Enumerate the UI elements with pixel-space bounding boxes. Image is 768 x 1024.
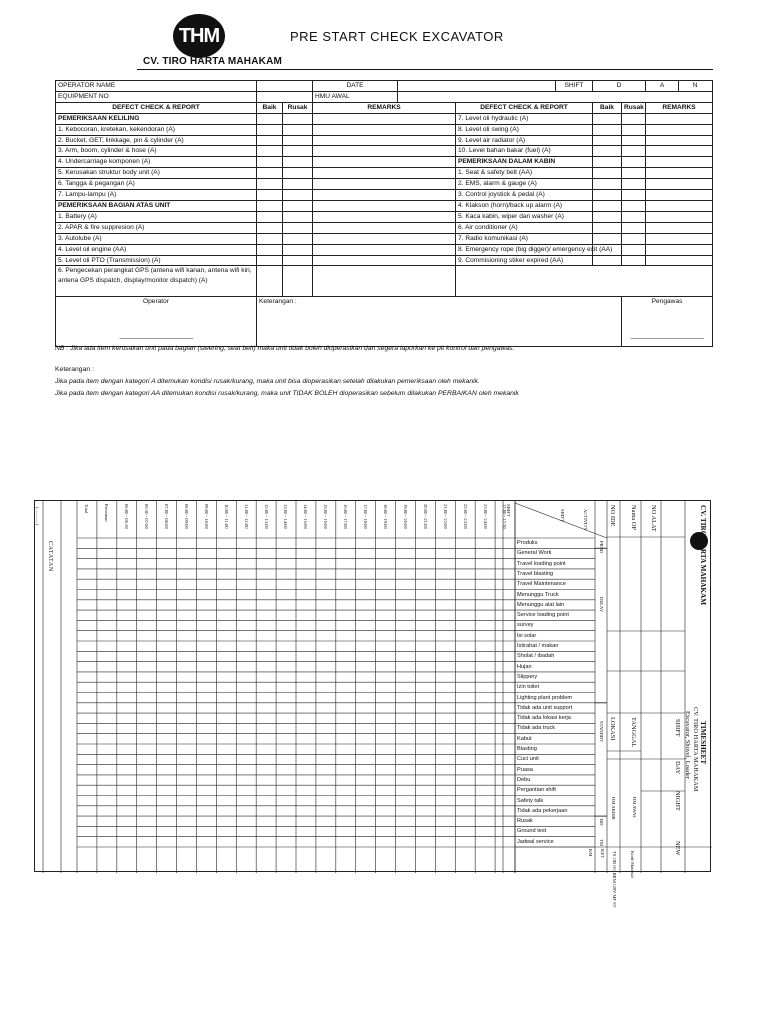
no-ide-label: NO IDE bbox=[609, 505, 616, 527]
hour-header: 23:00 - 24:00 bbox=[482, 504, 488, 529]
rusak-cell-right[interactable] bbox=[622, 190, 646, 201]
remarks-cell-right[interactable] bbox=[646, 222, 713, 233]
hmu-awal-field[interactable] bbox=[398, 91, 713, 102]
hour-header: 17:00 - 18:00 bbox=[363, 504, 369, 529]
baik-cell-left[interactable] bbox=[257, 146, 283, 157]
baik-cell-right[interactable] bbox=[593, 113, 622, 124]
hour-header: 19:00 - 20:00 bbox=[402, 504, 408, 529]
activity-label: Menunggu Truck bbox=[517, 591, 559, 598]
remarks-cell-right[interactable] bbox=[646, 168, 713, 179]
rusak-cell-right[interactable] bbox=[622, 113, 646, 124]
activity-label: Istirahat / makan bbox=[517, 643, 559, 649]
logo-text: THM bbox=[178, 24, 220, 47]
operator-name-field[interactable] bbox=[257, 81, 313, 92]
shift-label: SHIFT bbox=[674, 719, 681, 737]
shift-label: SHIFT bbox=[556, 81, 593, 92]
baik-cell-right[interactable] bbox=[593, 146, 622, 157]
section-heading: PEMERIKSAAN KELILING bbox=[56, 113, 257, 124]
baik-cell-right[interactable] bbox=[593, 255, 622, 266]
activity-label: Kabut bbox=[517, 735, 532, 742]
rusak-cell-left[interactable] bbox=[283, 124, 313, 135]
keterangan-aa: Jika pada item dengan kategori AA ditemukan kondisi rusak/kurang, maka unit TIDAK BOLEH dioperasikan sebelum dilakukan PERBAIKAN oleh mekanik bbox=[55, 390, 519, 397]
remarks-cell-right[interactable] bbox=[646, 233, 713, 244]
activity-label: Menunggu alat lain bbox=[517, 601, 565, 608]
hour-header: 17:00 - 17:30 bbox=[502, 504, 508, 529]
rusak-cell-right[interactable] bbox=[622, 124, 646, 135]
baik-cell-right[interactable] bbox=[593, 211, 622, 222]
activity-label: Lighting plant problem bbox=[517, 694, 573, 701]
date-label: DATE bbox=[313, 81, 398, 92]
hour-header: 12:00 - 13:00 bbox=[263, 504, 269, 529]
rusak-cell-left[interactable] bbox=[283, 222, 313, 233]
shift-an-options[interactable] bbox=[646, 81, 713, 92]
remarks-cell-left[interactable] bbox=[313, 222, 456, 233]
rusak-cell-left[interactable] bbox=[283, 135, 313, 146]
baik-cell-right[interactable] bbox=[593, 135, 622, 146]
remarks-cell-right[interactable] bbox=[646, 135, 713, 146]
remarks-cell-left[interactable] bbox=[313, 211, 456, 222]
activity-label: Safety talk bbox=[517, 797, 544, 804]
activity-label: Travel loading point bbox=[517, 560, 566, 567]
activity-label: Ground test bbox=[517, 828, 547, 835]
activity-label: Rusak bbox=[517, 818, 533, 825]
check-item-right: 7. Level oli hydraulic (A) bbox=[456, 113, 593, 124]
rusak-cell-right[interactable] bbox=[622, 255, 646, 266]
activity-label: Sholat / ibadah bbox=[517, 653, 555, 660]
hour-header: 14:00 - 15:00 bbox=[303, 504, 309, 529]
remarks-cell-left[interactable] bbox=[313, 200, 456, 211]
defect-header-right: DEFECT CHECK & REPORT bbox=[456, 102, 593, 113]
hour-header: 10:00 - 11:00 bbox=[223, 504, 229, 529]
material-codes: TS OB OC BRM GRV MF ST bbox=[612, 851, 617, 908]
activity-label: Pergantian shift bbox=[517, 787, 556, 794]
activity-label: Tidak ada truck bbox=[517, 725, 556, 732]
baik-cell-left[interactable] bbox=[257, 233, 283, 244]
delay-category: DELAY bbox=[599, 597, 604, 613]
activity-label: Hujan bbox=[517, 663, 532, 670]
check-item-right: 8. Level oli swing (A) bbox=[456, 124, 593, 135]
activity-label: Travel Maintenance bbox=[517, 581, 566, 588]
check-item-left: 4. Level oil engine (AA) bbox=[56, 244, 257, 255]
activity-label: Cuci unit bbox=[517, 756, 539, 763]
company-name: CV. TIRO HARTA MAHAKAM bbox=[143, 56, 283, 67]
remarks-cell-left[interactable] bbox=[313, 135, 456, 146]
activity-label: Izin toilet bbox=[517, 684, 540, 691]
hmu-awal-label: HMU AWAL bbox=[313, 91, 398, 102]
hour-header: 11:00 - 12:00 bbox=[243, 504, 249, 529]
hour-header: 22:00 - 23:00 bbox=[462, 504, 468, 529]
rusak-cell-left[interactable] bbox=[283, 146, 313, 157]
baik-cell-right[interactable] bbox=[593, 222, 622, 233]
check-item-left: 3. Arm, boom, cylinder & hose (A) bbox=[56, 146, 257, 157]
timesheet-company: CV. TIRO HARTA MAHAKAM bbox=[699, 505, 707, 605]
rusak-cell-right[interactable] bbox=[622, 211, 646, 222]
company-logo bbox=[173, 14, 225, 58]
activity-label: Tidak ada unit support bbox=[517, 704, 573, 711]
keterangan-box[interactable] bbox=[257, 297, 622, 347]
hour-header: 21:00 - 22:00 bbox=[442, 504, 448, 529]
rusak-header-right: Rusak bbox=[622, 102, 646, 113]
empty-right-cell bbox=[456, 266, 713, 297]
check-item-right: 1. Seat & safety belt (AA) bbox=[456, 168, 593, 179]
nb-note: NB : Jika ada item kerusakan unit pada bagian (steering, seat belt) maka unit tidak boleh dioperasikan dan segera laporkan ke pit kontrol dan pengawas. bbox=[55, 345, 515, 352]
remarks-cell-right[interactable] bbox=[646, 200, 713, 211]
hour-header: 09:00 - 10:00 bbox=[203, 504, 209, 529]
hour-header: 20:00 - 21:00 bbox=[422, 504, 428, 529]
section-heading: PEMERIKSAAN DALAM KABIN bbox=[456, 157, 593, 168]
baik-cell-left[interactable] bbox=[257, 222, 283, 233]
remarks-header-left: REMARKS bbox=[313, 102, 456, 113]
remarks-cell-right[interactable] bbox=[646, 124, 713, 135]
hour-header: 15:00 - 16:00 bbox=[323, 504, 329, 529]
hour-header: 13:00 - 14:00 bbox=[283, 504, 289, 529]
timesheet-form bbox=[34, 500, 711, 908]
header-divider bbox=[137, 69, 713, 70]
remarks-cell-left[interactable] bbox=[313, 179, 456, 190]
baik-header-right: Baik bbox=[593, 102, 622, 113]
check-item-left: 7. Lampu-lampu (A) bbox=[56, 190, 257, 201]
activity-diagonal-label: ACTIVITY bbox=[583, 509, 588, 531]
check-item-right: 4. Klakson (horn)/back up alarm (A) bbox=[456, 200, 593, 211]
rusak-cell-right[interactable] bbox=[622, 222, 646, 233]
remarks-cell-right[interactable] bbox=[646, 244, 713, 255]
pengawas-signature-box[interactable] bbox=[622, 297, 713, 347]
timesheet-title: TIMESHEET bbox=[699, 721, 707, 765]
rusak-cell-left[interactable] bbox=[283, 266, 313, 297]
check-item-right: 8. Emergency rope (big digger)/ emergency exit (AA) bbox=[456, 244, 593, 255]
baik-cell-right[interactable] bbox=[593, 168, 622, 179]
activity-label: Travel blasting bbox=[517, 570, 554, 577]
hm-awal-label: HM AWAL bbox=[632, 797, 637, 819]
baik-cell-right[interactable] bbox=[593, 179, 622, 190]
pengawas-signature-line: _______________________ bbox=[630, 332, 704, 340]
kode-material-label: Kode Material bbox=[630, 851, 635, 878]
hour-header: 07:00 - 08:00 bbox=[163, 504, 169, 529]
baik-cell-left[interactable] bbox=[257, 179, 283, 190]
hour-header: 06:00 - 06:30 bbox=[124, 504, 130, 529]
check-item-left: 4. Undercarriage komponen (A) bbox=[56, 157, 257, 168]
check-item-right: 7. Radio komunikasi (A) bbox=[456, 233, 593, 244]
rusak-header-left: Rusak bbox=[283, 102, 313, 113]
rusak-cell-right[interactable] bbox=[622, 146, 646, 157]
baik-cell-right[interactable] bbox=[593, 190, 622, 201]
equipment-no-field[interactable] bbox=[257, 91, 313, 102]
shift-a-option[interactable]: A bbox=[646, 81, 679, 91]
baik-cell-left[interactable] bbox=[257, 124, 283, 135]
activity-label: Slippery bbox=[517, 673, 538, 680]
rusak-cell-left[interactable] bbox=[283, 244, 313, 255]
paraf-label: (.............) bbox=[35, 507, 40, 525]
remarks-cell-left[interactable] bbox=[313, 255, 456, 266]
remarks-cell-left[interactable] bbox=[313, 190, 456, 201]
operator-name-label: OPERATOR NAME bbox=[56, 81, 257, 92]
activity-label: Jadwal service bbox=[517, 838, 554, 845]
rusak-cell-right[interactable] bbox=[622, 244, 646, 255]
activity-label: General Work bbox=[517, 550, 552, 557]
remarks-cell-right[interactable] bbox=[646, 190, 713, 201]
baik-cell-right[interactable] bbox=[593, 157, 622, 168]
activity-label: Blasting bbox=[517, 746, 537, 752]
hour-header: 18:00 - 19:00 bbox=[382, 504, 388, 529]
baik-cell-left[interactable] bbox=[257, 200, 283, 211]
baik-cell-left[interactable] bbox=[257, 113, 283, 124]
shift-diagonal-label: SHIFT bbox=[560, 509, 565, 522]
remarks-cell-left[interactable] bbox=[313, 244, 456, 255]
rusak-cell-left[interactable] bbox=[283, 200, 313, 211]
check-item-left: 6. Pengecekan perangkat GPS (antena wifi kanan, antena wifi kiri, antena GPS dispatch, display/monitor dispatch) (A) bbox=[56, 266, 257, 297]
activity-label: Service loading point bbox=[517, 612, 569, 619]
baik-cell-left[interactable] bbox=[257, 135, 283, 146]
pengawas-signature-label: Pengawas bbox=[651, 298, 683, 306]
remarks-cell-left[interactable] bbox=[313, 233, 456, 244]
rusak-cell-right[interactable] bbox=[622, 233, 646, 244]
shift-n-option[interactable]: N bbox=[692, 82, 698, 89]
hour-header: 16:00 - 17:00 bbox=[343, 504, 349, 529]
activity-label: survey bbox=[517, 622, 534, 629]
hour-header: 08:00 - 09:00 bbox=[183, 504, 189, 529]
remarks-cell-right[interactable] bbox=[646, 113, 713, 124]
rusak-cell-right[interactable] bbox=[622, 168, 646, 179]
activity-label: Tidak ada lokasi kerja bbox=[517, 715, 571, 722]
baik-header-left: Baik bbox=[257, 102, 283, 113]
check-item-left: 3. Autolube (A) bbox=[56, 233, 257, 244]
section-heading: PEMERIKSAAN BAGIAN ATAS UNIT bbox=[56, 200, 257, 211]
timesheet-company-2: CV. TIRO HARTA MAHAKAM bbox=[692, 707, 699, 792]
rusak-cell-right[interactable] bbox=[622, 135, 646, 146]
check-item-right: 2. EMS, alarm & gauge (A) bbox=[456, 179, 593, 190]
checklist-table bbox=[55, 80, 713, 347]
rusak-cell-left[interactable] bbox=[283, 179, 313, 190]
check-item-right: 9. Level air radiator (A) bbox=[456, 135, 593, 146]
remarks-cell-left[interactable] bbox=[313, 146, 456, 157]
defect-header-left: DEFECT CHECK & REPORT bbox=[56, 102, 257, 113]
activity-label: Debu bbox=[517, 776, 531, 783]
baik-cell-left[interactable] bbox=[257, 168, 283, 179]
keterangan-label: Keterangan : bbox=[55, 366, 94, 373]
check-item-right: 3. Control joystick & pedal (A) bbox=[456, 190, 593, 201]
check-item-right: 6. Air conditioner (A) bbox=[456, 222, 593, 233]
baik-cell-left[interactable] bbox=[257, 157, 283, 168]
night-option: NIGHT bbox=[674, 791, 681, 811]
rusak-cell-left[interactable] bbox=[283, 255, 313, 266]
rusak-cell-left[interactable] bbox=[283, 113, 313, 124]
prod-category: PROD bbox=[599, 541, 604, 554]
activity-label: Puasa bbox=[517, 766, 533, 773]
check-item-right: 10. Level bahan bakar (fuel) (A) bbox=[456, 146, 593, 157]
rusak-cell-left[interactable] bbox=[283, 233, 313, 244]
check-item-left: 2. Bucket, GET, linkkage, pin & cylinder (A) bbox=[56, 135, 257, 146]
rusak-cell-right[interactable] bbox=[622, 200, 646, 211]
remarks-cell-left[interactable] bbox=[313, 124, 456, 135]
day-option: DAY bbox=[674, 761, 681, 775]
baik-cell-left[interactable] bbox=[257, 190, 283, 201]
activity-label: Produks bbox=[517, 540, 538, 546]
keterangan-a: Jika pada item dengan kategori A ditemukan kondisi rusak/kurang, maka unit bisa dioperasikan setelah dilakukan pemeriksaan oleh mekanik. bbox=[55, 378, 480, 385]
check-item-right: 9. Commisioning stiker expired (AA) bbox=[456, 255, 593, 266]
standby-category: STANDBY bbox=[599, 721, 604, 743]
operator-signature-box[interactable] bbox=[56, 297, 257, 347]
baik-cell-left[interactable] bbox=[257, 266, 283, 297]
timesheet-subtitle: Excavator, Shovel, Loader bbox=[684, 711, 691, 779]
nama-op-label: Nama OP bbox=[630, 505, 637, 531]
equipment-no-label: EQUIPMENT NO bbox=[56, 91, 257, 102]
remarks-cell-right[interactable] bbox=[646, 146, 713, 157]
check-item-right: 5. Kaca kabin, wiper dan washer (A) bbox=[456, 211, 593, 222]
check-item-left: 6. Tangga & pegangan (A) bbox=[56, 179, 257, 190]
operator-signature-label: Operator bbox=[142, 298, 170, 306]
baik-cell-right[interactable] bbox=[593, 233, 622, 244]
catatan-label: CATATAN bbox=[47, 541, 54, 572]
check-item-left: 5. Kerusakan struktur body unit (A) bbox=[56, 168, 257, 179]
page-title: PRE START CHECK EXCAVATOR bbox=[290, 29, 504, 44]
remarks-cell-right[interactable] bbox=[646, 211, 713, 222]
remarks-cell-left[interactable] bbox=[313, 113, 456, 124]
baik-cell-right[interactable] bbox=[593, 200, 622, 211]
check-item-left: 5. Level oli PTO (Transmission) (A) bbox=[56, 255, 257, 266]
remarks-cell-left[interactable] bbox=[313, 157, 456, 168]
rusak-cell-right[interactable] bbox=[622, 157, 646, 168]
keterangan-box-label: Keterangan : bbox=[259, 298, 297, 306]
tanggal-label: TANGGAL bbox=[630, 717, 637, 748]
shift-d-option[interactable]: D bbox=[593, 81, 646, 92]
hour-header: 06:30 - 07:00 bbox=[144, 504, 150, 529]
tm-category: TM bbox=[599, 839, 604, 846]
baik-cell-right[interactable] bbox=[593, 124, 622, 135]
ket-footer: KET bbox=[600, 849, 605, 858]
lokasi-label: LOKASI bbox=[609, 717, 616, 741]
check-item-left: 1. Battery (A) bbox=[56, 211, 257, 222]
date-field[interactable] bbox=[398, 81, 556, 92]
remarks-cell-left[interactable] bbox=[313, 266, 456, 297]
remarks-cell-right[interactable] bbox=[646, 255, 713, 266]
baik-cell-left[interactable] bbox=[257, 255, 283, 266]
operator-signature-line: _______________________ bbox=[119, 332, 193, 340]
check-item-left: 1. Kebocoran, kretekan, kekendoran (A) bbox=[56, 124, 257, 135]
baik-cell-left[interactable] bbox=[257, 211, 283, 222]
baik-cell-left[interactable] bbox=[257, 244, 283, 255]
rusak-cell-left[interactable] bbox=[283, 157, 313, 168]
check-item-left: 2. APAR & fire suppresion (A) bbox=[56, 222, 257, 233]
km-footer: KM bbox=[588, 849, 593, 857]
activity-label: Isi solar bbox=[517, 632, 537, 639]
remarks-cell-right[interactable] bbox=[646, 157, 713, 168]
no-alat-label: NO ALAT bbox=[650, 505, 657, 532]
bd-category: BD bbox=[599, 819, 604, 826]
rusak-cell-left[interactable] bbox=[283, 190, 313, 201]
hm-akhir-label: HM AKHIR bbox=[611, 797, 616, 820]
pressman-header: Pressman bbox=[104, 504, 110, 522]
remarks-cell-left[interactable] bbox=[313, 168, 456, 179]
rusak-cell-right[interactable] bbox=[622, 179, 646, 190]
shift-column-header: SHIFT bbox=[506, 504, 511, 517]
remarks-header-right: REMARKS bbox=[646, 102, 713, 113]
activity-label: Tidak ada pekerjaan bbox=[517, 807, 568, 814]
remarks-cell-right[interactable] bbox=[646, 179, 713, 190]
new-option: NEW bbox=[674, 841, 681, 856]
rusak-cell-left[interactable] bbox=[283, 168, 313, 179]
total-header: Total bbox=[84, 504, 90, 514]
rusak-cell-left[interactable] bbox=[283, 211, 313, 222]
